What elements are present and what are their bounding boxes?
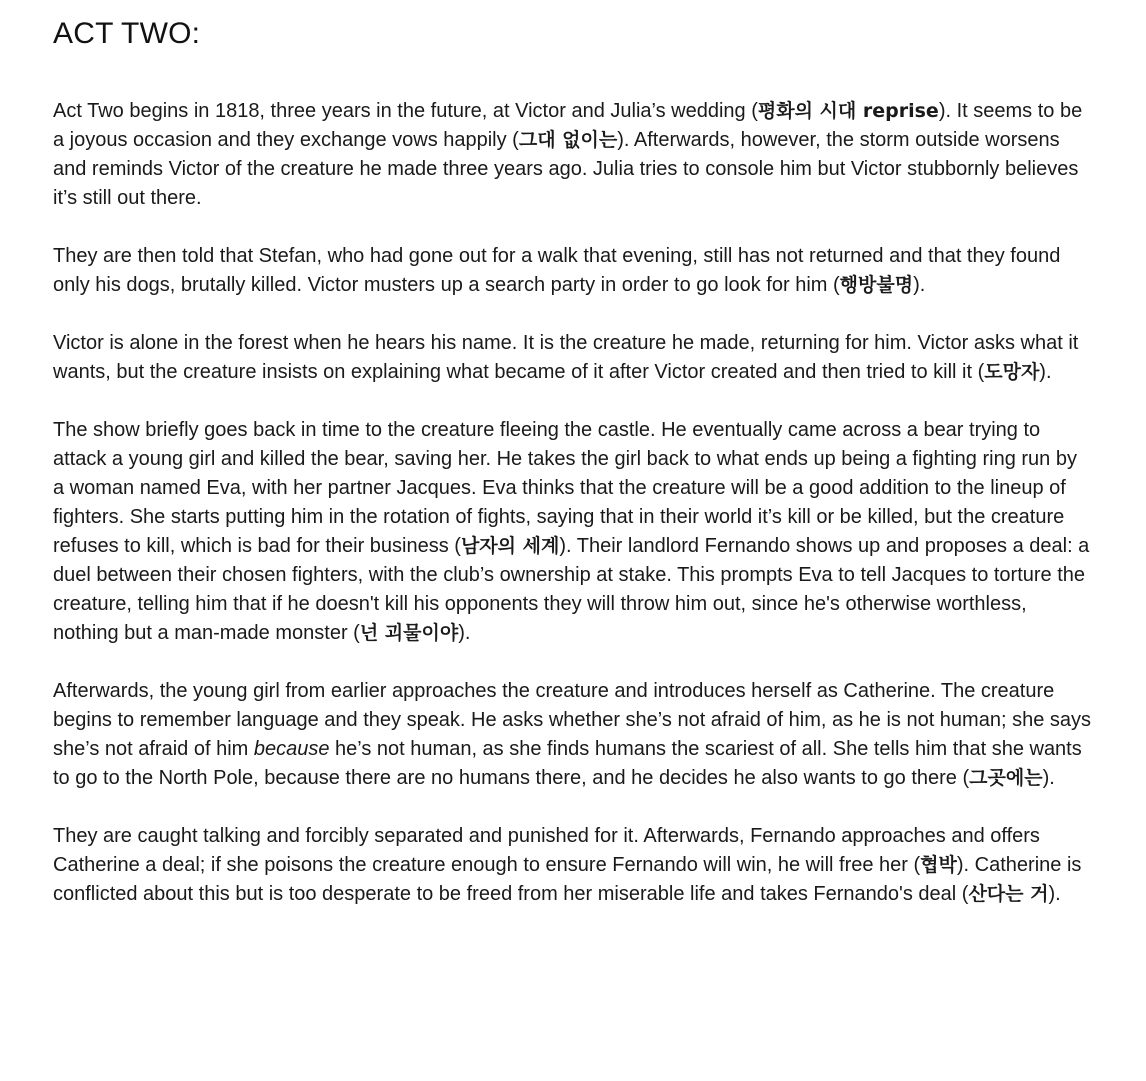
- song-title: 그곳에는: [969, 767, 1043, 789]
- paragraph-text: The show briefly goes back in time to the creature fleeing the castle. He eventually came across a bear trying to attack a young girl and killed the bear, saving her. He takes the girl back to what ends up being a fighting ring run by a woman named Eva, with her partner Jacques. Eva thinks that the creature will be a good addition to the lineup of fighters. She starts putting him in the rotation of fights, saying that in their world it’s kill or be killed, but the creature refuses to kill, which is bad for their business (: [53, 419, 1077, 557]
- paragraph-text: ).: [913, 274, 926, 296]
- song-title: 넌 괴물이야: [359, 622, 459, 644]
- song-title: 그대 없이는: [518, 129, 618, 151]
- paragraph: [53, 329, 1093, 387]
- song-title: 도망자: [984, 361, 1040, 383]
- paragraph-text: ).: [1042, 767, 1055, 789]
- paragraph-text: ).: [1039, 361, 1052, 383]
- paragraph: [53, 97, 1093, 213]
- song-title: 행방불명: [839, 274, 914, 296]
- paragraph-text: ). Afterwards, however, the storm outside worsens and reminds Victor of the creature he made three years ago. Julia tries to console him but Victor stubbornly believes it’s still out there.: [53, 129, 1079, 209]
- song-title: 평화의 시대 reprise: [757, 100, 939, 122]
- synopsis-body: [53, 97, 1093, 909]
- song-title: 협박: [920, 854, 957, 876]
- paragraph-text: Victor is alone in the forest when he hears his name. It is the creature he made, returning for him. Victor asks what it wants, but the creature insists on explaining what became of it after Victor created and then tried to kill it (: [53, 332, 1079, 383]
- paragraph-text: They are then told that Stefan, who had gone out for a walk that evening, still has not returned and that they found only his dogs, brutally killed. Victor musters up a search party in order to go look for him (: [53, 245, 1061, 296]
- paragraph-text: ).: [1048, 883, 1061, 905]
- emphasis-text: because: [253, 738, 330, 760]
- paragraph: [53, 242, 1093, 300]
- paragraph-text: Act Two begins in 1818, three years in the future, at Victor and Julia’s wedding (: [53, 100, 758, 122]
- song-title: 산다는 거: [968, 883, 1049, 905]
- paragraph-text: ). Their landlord Fernando shows up and proposes a deal: a duel between their chosen fighters, with the club’s ownership at stake. This prompts Eva to tell Jacques to torture the creature, telling him that if he doesn't kill his opponents they will throw him out, since he's otherwise worthless, nothing but a man-made monster (: [53, 535, 1090, 644]
- paragraph-text: Afterwards, the young girl from earlier approaches the creature and introduces herself as Catherine. The creature begins to remember language and they speak. He asks whether she’s not afraid of him, as he is not human; she says she’s not afraid of him: [53, 680, 1091, 760]
- paragraph-text: They are caught talking and forcibly separated and punished for it. Afterwards, Fernando approaches and offers Catherine a deal; if she poisons the creature enough to ensure Fernando will win, he will free her (: [53, 825, 1040, 876]
- paragraph-text: ). It seems to be a joyous occasion and they exchange vows happily (: [53, 100, 1083, 151]
- paragraph-text: ). Catherine is conflicted about this but is too desperate to be freed from her miserable life and takes Fernando's deal (: [53, 854, 1082, 905]
- paragraph-text: he’s not human, as she finds humans the scariest of all. She tells him that she wants to go to the North Pole, because there are no humans there, and he decides he also wants to go there (: [53, 738, 1082, 789]
- paragraph: [53, 822, 1093, 909]
- song-title: 남자의 세계: [460, 535, 560, 557]
- section-heading: ACT TWO:: [53, 17, 201, 50]
- paragraph-text: ).: [458, 622, 471, 644]
- paragraph: [53, 677, 1093, 793]
- paragraph: [53, 416, 1093, 648]
